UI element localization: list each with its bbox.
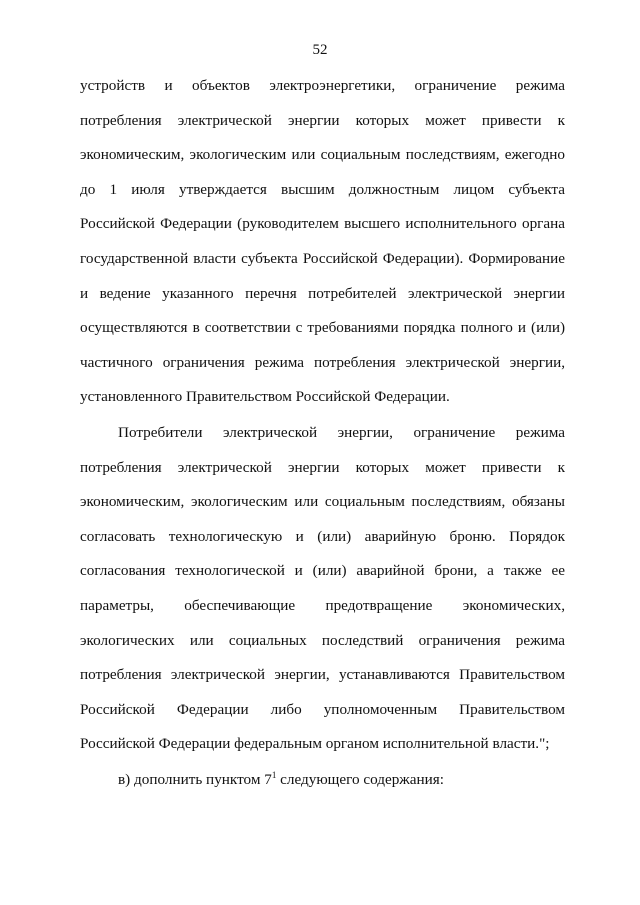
paragraph-1-line: до 1 июля утверждается высшим должностным лицом субъекта [80, 180, 565, 198]
paragraph-1 [80, 69, 565, 415]
paragraph-1-line: государственной власти субъекта Российской Федерации). Формирование [80, 249, 565, 267]
page-number: 52 [312, 42, 328, 58]
paragraph-2-line: параметры, обеспечивающие предотвращение экономических, [80, 596, 565, 614]
paragraph-2 [80, 416, 565, 762]
paragraph-3-prefix: в) дополнить пунктом 7 [118, 771, 272, 788]
paragraph-2-line: потребления электрической энергии которых может привести к [80, 458, 565, 476]
paragraph-1-line: частичного ограничения режима потребления электрической энергии, [80, 353, 565, 371]
paragraph-2-line: Потребители электрической энергии, ограничение режима [118, 424, 565, 441]
paragraph-3-line [80, 763, 565, 798]
paragraph-2-line: Российской Федерации федеральным органом исполнительной власти."; [80, 735, 550, 753]
paragraph-3 [80, 763, 565, 798]
paragraph-3-suffix: следующего содержания: [276, 771, 444, 788]
paragraph-3-superscript: 1 [271, 769, 277, 780]
paragraph-1-line: установленного Правительством Российской Федерации. [80, 388, 450, 406]
paragraph-1-line: потребления электрической энергии которых может привести к [80, 111, 565, 129]
paragraph-2-line: Российской Федерации либо уполномоченным Правительством [80, 700, 565, 718]
paragraph-1-line: экономическим, экологическим или социальным последствиям, ежегодно [80, 146, 565, 164]
paragraph-1-line: и ведение указанного перечня потребителей электрической энергии [80, 284, 565, 302]
paragraph-1-line: Российской Федерации (руководителем высшего исполнительного органа [80, 215, 565, 233]
paragraph-1-line: устройств и объектов электроэнергетики, ограничение режима [80, 77, 565, 94]
paragraph-2-line: экологических или социальных последствий ограничения режима [80, 631, 565, 649]
paragraph-2-line: потребления электрической энергии, устанавливаются Правительством [80, 666, 565, 684]
paragraph-1-line: осуществляются в соответствии с требованиями порядка полного и (или) [80, 319, 565, 337]
paragraph-2-line: согласовать технологическую и (или) аварийную броню. Порядок [80, 527, 565, 545]
paragraph-2-line: экономическим, экологическим или социальным последствиям, обязаны [80, 493, 565, 511]
paragraph-2-line: согласования технологической и (или) аварийной брони, а также ее [80, 562, 565, 580]
